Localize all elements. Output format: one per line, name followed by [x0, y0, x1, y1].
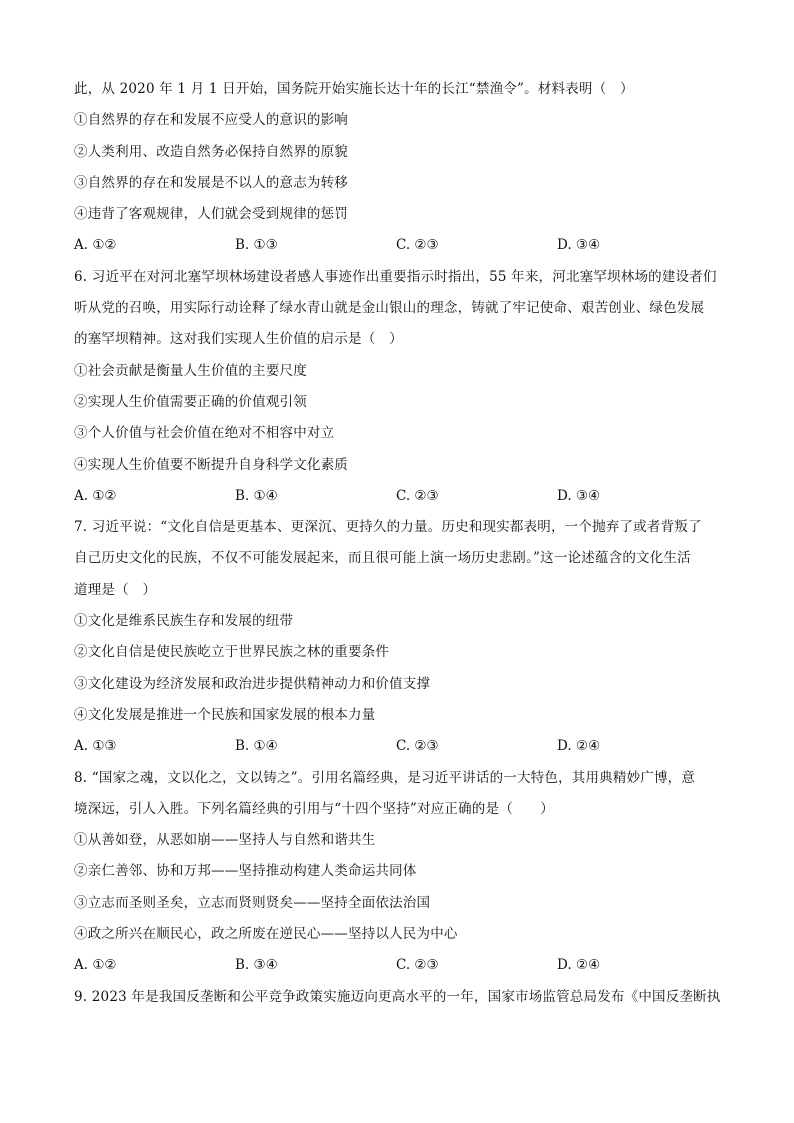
q8-option-b: B. ③④: [235, 957, 278, 974]
exam-page: [74, 74, 722, 1013]
q7-stem-1: 7. 习近平说：“文化自信是更基本、更深沉、更持久的力量。历史和现实都表明，一个抛弃了或者背叛了: [74, 519, 702, 536]
q5-item-2: ②人类利用、改造自然务必保持自然界的原貌: [74, 143, 348, 160]
q8-option-c: C. ②③: [396, 957, 439, 974]
q8-item-1: ①从善如登，从恶如崩——坚持人与自然和谐共生: [74, 832, 376, 849]
q6-option-b: B. ①④: [235, 487, 278, 504]
q7-options: [74, 731, 722, 762]
q6-stem-1: 6. 习近平在对河北塞罕坝林场建设者感人事迹作出重要指示时指出，55 年来，河北塞罕坝林场的建设者们: [74, 268, 717, 285]
q8-option-d: D. ②④: [557, 957, 601, 974]
q6-stem-3: 的塞罕坝精神。这对我们实现人生价值的启示是（ ）: [74, 331, 403, 348]
q5-option-b: B. ①③: [235, 237, 278, 254]
q5-options: [74, 230, 722, 261]
q5-option-c: C. ②③: [396, 237, 439, 254]
q8-item-4: ④政之所兴在顺民心，政之所废在逆民心——坚持以人民为中心: [74, 926, 458, 943]
q6-item-2: ②实现人生价值需要正确的价值观引领: [74, 393, 307, 410]
q7-option-a: A. ①③: [74, 738, 117, 755]
q6-item-1: ①社会贡献是衡量人生价值的主要尺度: [74, 362, 307, 379]
q5-item-4: ④违背了客观规律，人们就会受到规律的惩罚: [74, 206, 348, 223]
q7-option-b: B. ①④: [235, 738, 278, 755]
q8-stem-2: 境深远，引人入胜。下列名篇经典的引用与“十四个坚持”对应正确的是（ ）: [74, 800, 555, 817]
q5-stem-tail: 此，从 2020 年 1 月 1 日开始，国务院开始实施长达十年的长江“禁渔令”。材料表明（ ）: [74, 81, 634, 97]
q6-option-d: D. ③④: [557, 487, 601, 504]
q5-item-3: ③自然界的存在和发展是不以人的意志为转移: [74, 174, 348, 191]
q7-item-2: ②文化自信是使民族屹立于世界民族之林的重要条件: [74, 644, 390, 661]
q6-options: [74, 481, 722, 512]
q6-item-4: ④实现人生价值要不断提升自身科学文化素质: [74, 456, 348, 473]
q7-stem-3: 道理是（ ）: [74, 581, 157, 598]
q8-options: [74, 950, 722, 981]
q8-item-2: ②亲仁善邻、协和万邦——坚持推动构建人类命运共同体: [74, 863, 417, 880]
q7-option-d: D. ②④: [557, 738, 601, 755]
q7-item-3: ③文化建设为经济发展和政治进步提供精神动力和价值支撑: [74, 675, 431, 692]
q7-stem-2: 自己历史文化的民族，不仅不可能发展起来，而且很可能上演一场历史悲剧。”这一论述蕴含的文化生活: [74, 550, 691, 567]
q8-stem-1: 8. “国家之魂，文以化之，文以铸之”。引用名篇经典，是习近平讲话的一大特色，其用典精妙广博，意: [74, 769, 696, 786]
q7-item-4: ④文化发展是推进一个民族和国家发展的根本力量: [74, 706, 376, 723]
q6-item-3: ③个人价值与社会价值在绝对不相容中对立: [74, 425, 335, 442]
q6-option-a: A. ①②: [74, 487, 117, 504]
q8-option-a: A. ①②: [74, 957, 117, 974]
q6-stem-2: 听从党的召唤，用实际行动诠释了绿水青山就是金山银山的理念，铸就了牢记使命、艰苦创业、绿色发展: [74, 300, 705, 317]
q7-option-c: C. ②③: [396, 738, 439, 755]
q5-option-a: A. ①②: [74, 237, 117, 254]
q9-stem-1: 9. 2023 年是我国反垄断和公平竞争政策实施迈向更高水平的一年，国家市场监管总局发布《中国反垄断执: [74, 988, 721, 1005]
q8-item-3: ③立志而圣则圣矣，立志而贤则贤矣——坚持全面依法治国: [74, 894, 431, 911]
q6-option-c: C. ②③: [396, 487, 439, 504]
q5-option-d: D. ③④: [557, 237, 601, 254]
q5-item-1: ①自然界的存在和发展不应受人的意识的影响: [74, 112, 348, 129]
q7-item-1: ①文化是维系民族生存和发展的纽带: [74, 613, 294, 630]
